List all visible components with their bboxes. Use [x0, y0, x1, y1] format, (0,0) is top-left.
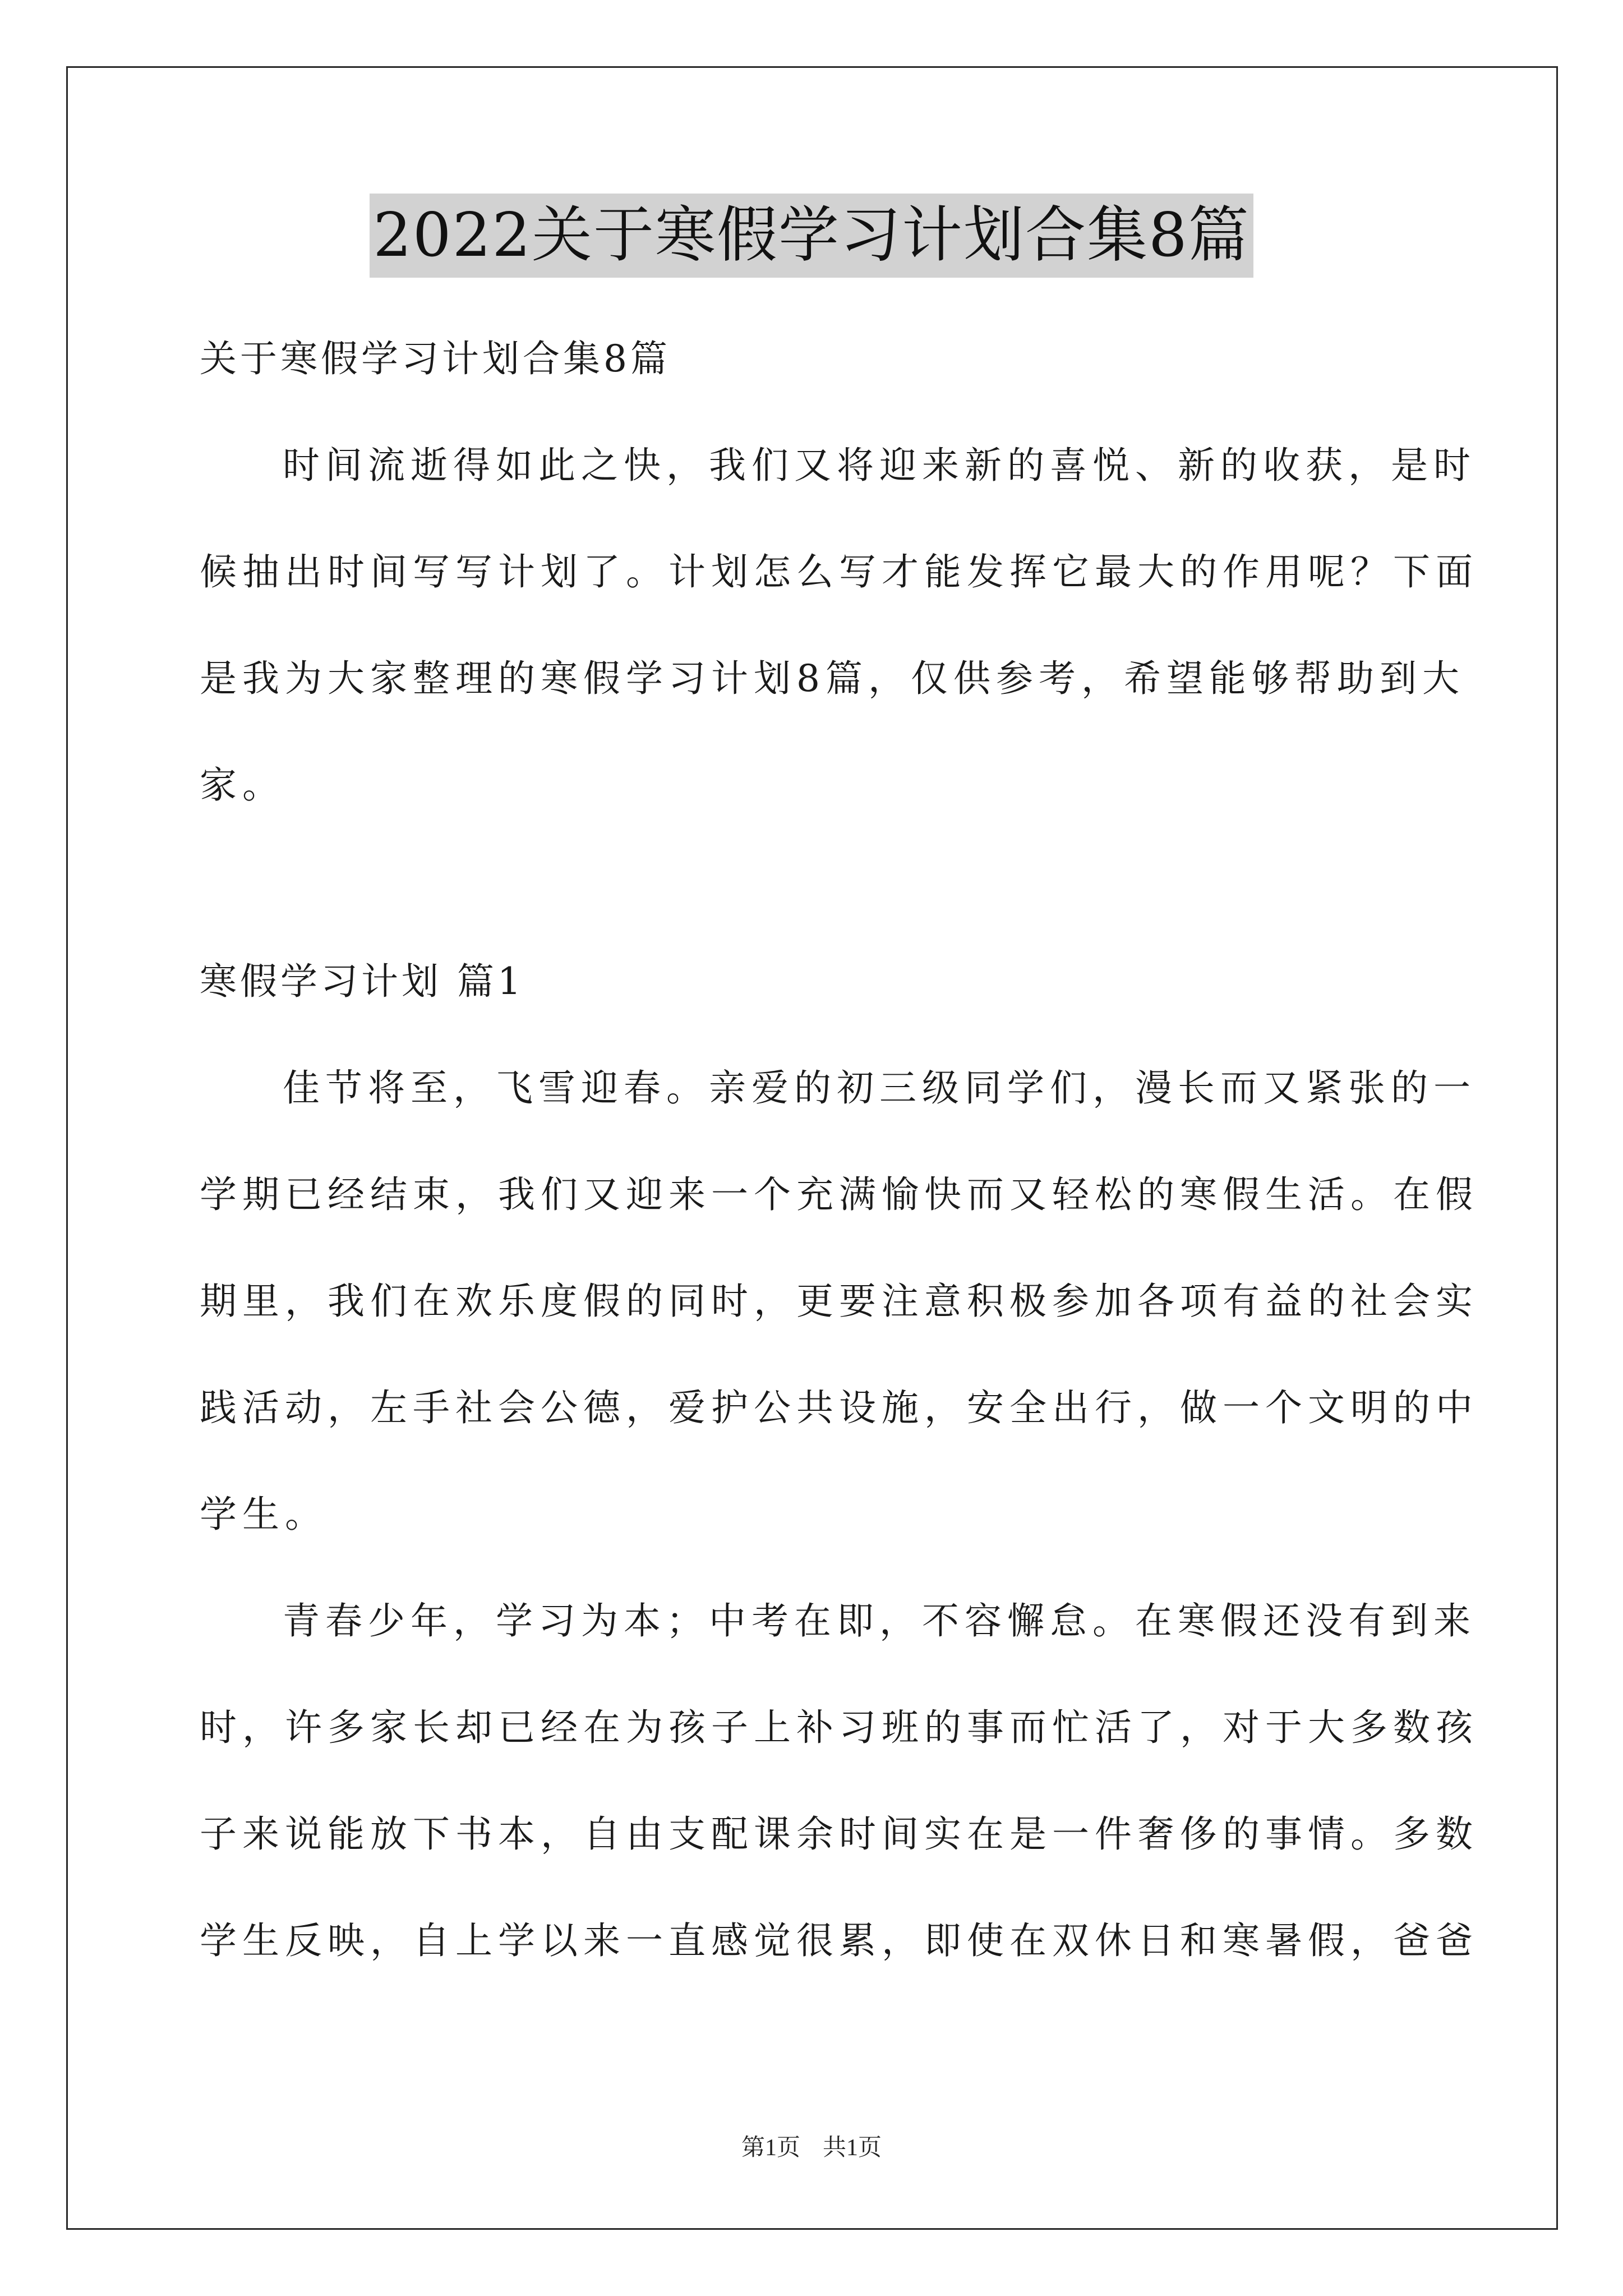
- paragraph-1: [200, 1043, 1478, 1576]
- paragraph-line: 青春少年，学习为本；中考在即，不容懈怠。在寒假还没有到来: [283, 1599, 1476, 1642]
- paragraph-line: 子来说能放下书本，自由支配课余时间实在是一件奢侈的事情。多数: [200, 1812, 1478, 1856]
- paragraph-line: 学生。: [200, 1493, 328, 1536]
- intro-line: 是我为大家整理的寒假学习计划8篇，仅供参考，希望能够帮助到大: [200, 657, 1465, 700]
- section-heading: 寒假学习计划 篇1: [200, 960, 524, 1003]
- paragraph-line: 学生反映，自上学以来一直感觉很累，即使在双休日和寒暑假，爸爸: [200, 1919, 1478, 1962]
- intro-line: 家。: [200, 763, 285, 807]
- paragraph-line: 时，许多家长却已经在为孩子上补习班的事而忙活了，对于大多数孩: [200, 1706, 1478, 1749]
- intro-paragraph: [200, 421, 1478, 847]
- paragraph-2: [200, 1576, 1478, 2003]
- paragraph-line: 佳节将至，飞雪迎春。亲爱的初三级同学们，漫长而又紧张的一: [283, 1066, 1476, 1110]
- page-number: 第1页: [741, 2135, 800, 2161]
- paragraph-line: 期里，我们在欢乐度假的同时，更要注意积极参加各项有益的社会实: [200, 1280, 1478, 1323]
- document-body: [200, 314, 1478, 2003]
- paragraph-line: 践活动，左手社会公德，爱护公共设施，安全出行，做一个文明的中: [200, 1386, 1478, 1429]
- spacer: [200, 847, 1433, 937]
- page-total: 共1页: [823, 2135, 882, 2161]
- intro-line: 候抽出时间写写计划了。计划怎么写才能发挥它最大的作用呢？下面: [200, 550, 1478, 593]
- document-title: 2022关于寒假学习计划合集8篇: [370, 194, 1253, 278]
- title-wrap: [0, 194, 1623, 278]
- paragraph-line: 学期已经结束，我们又迎来一个充满愉快而又轻松的寒假生活。在假: [200, 1173, 1478, 1216]
- intro-line: 时间流逝得如此之快，我们又将迎来新的喜悦、新的收获，是时: [283, 444, 1476, 487]
- page-footer: [0, 2129, 1623, 2162]
- document-subtitle: 关于寒假学习计划合集8篇: [200, 337, 671, 380]
